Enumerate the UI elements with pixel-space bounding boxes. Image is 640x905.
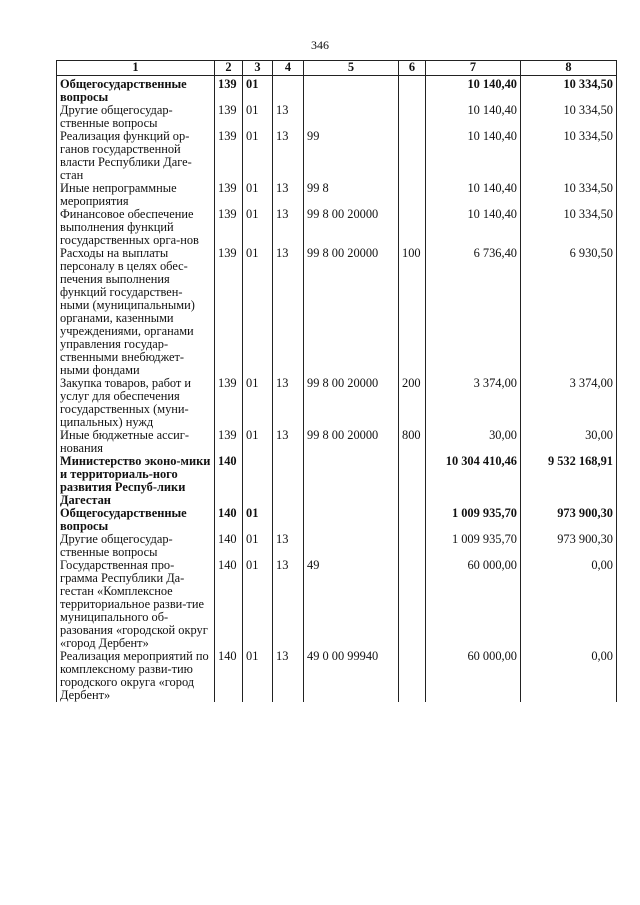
table-row <box>57 104 617 130</box>
row-name-cell: Расходы на выплаты персоналу в целях обес-печения выполнения функций государствен-ными (муниципальными) органами, казенными учреждениями, органами управления государ-ственными внебюджет-ными фондами <box>57 247 215 377</box>
table-row <box>57 455 617 507</box>
expense-type-cell <box>399 130 426 182</box>
row-name-cell: Министерство эконо-мики и территориаль-ного развития Респуб-лики Дагестан <box>57 455 215 507</box>
target-article-cell: 99 <box>304 130 399 182</box>
expense-type-cell: 800 <box>399 429 426 455</box>
ministry-code-cell: 140 <box>215 650 243 702</box>
target-article-cell <box>304 533 399 559</box>
table-row <box>57 377 617 429</box>
subsection-code-cell: 13 <box>273 377 304 429</box>
subsection-code-cell: 13 <box>273 208 304 247</box>
row-name-cell: Реализация мероприятий по комплексному разви-тию городского округа «город Дербент» <box>57 650 215 702</box>
subsection-code-cell: 13 <box>273 429 304 455</box>
ministry-code-cell: 140 <box>215 455 243 507</box>
target-article-cell: 49 <box>304 559 399 650</box>
target-article-cell: 99 8 <box>304 182 399 208</box>
ministry-code-cell: 139 <box>215 208 243 247</box>
ministry-code-cell: 140 <box>215 533 243 559</box>
section-code-cell: 01 <box>243 377 273 429</box>
target-article-cell <box>304 76 399 105</box>
table-row <box>57 559 617 650</box>
row-name-cell: Иные непрограммные мероприятия <box>57 182 215 208</box>
table-row <box>57 208 617 247</box>
target-article-cell: 99 8 00 20000 <box>304 377 399 429</box>
amount-year2-cell: 9 532 168,91 <box>521 455 617 507</box>
amount-year2-cell: 10 334,50 <box>521 104 617 130</box>
section-code-cell: 01 <box>243 429 273 455</box>
budget-table <box>56 60 617 702</box>
amount-year2-cell: 10 334,50 <box>521 76 617 105</box>
expense-type-cell <box>399 455 426 507</box>
expense-type-cell <box>399 208 426 247</box>
column-header: 5 <box>304 61 399 76</box>
amount-year1-cell: 3 374,00 <box>426 377 521 429</box>
subsection-code-cell: 13 <box>273 650 304 702</box>
column-header: 3 <box>243 61 273 76</box>
amount-year2-cell: 973 900,30 <box>521 507 617 533</box>
table-row <box>57 650 617 702</box>
ministry-code-cell: 139 <box>215 130 243 182</box>
expense-type-cell <box>399 650 426 702</box>
expense-type-cell <box>399 182 426 208</box>
section-code-cell: 01 <box>243 182 273 208</box>
subsection-code-cell: 13 <box>273 104 304 130</box>
target-article-cell <box>304 507 399 533</box>
ministry-code-cell: 139 <box>215 377 243 429</box>
expense-type-cell: 200 <box>399 377 426 429</box>
amount-year1-cell: 10 140,40 <box>426 130 521 182</box>
amount-year2-cell: 10 334,50 <box>521 130 617 182</box>
row-name-cell: Иные бюджетные ассиг-нования <box>57 429 215 455</box>
expense-type-cell <box>399 559 426 650</box>
amount-year1-cell: 30,00 <box>426 429 521 455</box>
amount-year1-cell: 10 304 410,46 <box>426 455 521 507</box>
amount-year2-cell: 10 334,50 <box>521 208 617 247</box>
section-code-cell: 01 <box>243 208 273 247</box>
expense-type-cell <box>399 507 426 533</box>
ministry-code-cell: 140 <box>215 559 243 650</box>
amount-year1-cell: 1 009 935,70 <box>426 507 521 533</box>
table-row <box>57 247 617 377</box>
column-header: 4 <box>273 61 304 76</box>
column-header: 2 <box>215 61 243 76</box>
table-row <box>57 182 617 208</box>
section-code-cell <box>243 455 273 507</box>
subsection-code-cell: 13 <box>273 247 304 377</box>
amount-year1-cell: 1 009 935,70 <box>426 533 521 559</box>
expense-type-cell <box>399 533 426 559</box>
section-code-cell: 01 <box>243 130 273 182</box>
target-article-cell: 99 8 00 20000 <box>304 429 399 455</box>
row-name-cell: Другие общегосудар-ственные вопросы <box>57 533 215 559</box>
expense-type-cell: 100 <box>399 247 426 377</box>
amount-year1-cell: 10 140,40 <box>426 208 521 247</box>
row-name-cell: Закупка товаров, работ и услуг для обеспечения государственных (муни-ципальных) нужд <box>57 377 215 429</box>
amount-year2-cell: 6 930,50 <box>521 247 617 377</box>
table-row <box>57 533 617 559</box>
target-article-cell <box>304 455 399 507</box>
section-code-cell: 01 <box>243 650 273 702</box>
amount-year1-cell: 10 140,40 <box>426 76 521 105</box>
subsection-code-cell: 13 <box>273 559 304 650</box>
section-code-cell: 01 <box>243 247 273 377</box>
target-article-cell: 49 0 00 99940 <box>304 650 399 702</box>
table-row <box>57 76 617 105</box>
amount-year2-cell: 3 374,00 <box>521 377 617 429</box>
subsection-code-cell <box>273 455 304 507</box>
amount-year2-cell: 0,00 <box>521 559 617 650</box>
amount-year2-cell: 0,00 <box>521 650 617 702</box>
amount-year2-cell: 973 900,30 <box>521 533 617 559</box>
amount-year1-cell: 6 736,40 <box>426 247 521 377</box>
ministry-code-cell: 139 <box>215 429 243 455</box>
subsection-code-cell: 13 <box>273 182 304 208</box>
subsection-code-cell: 13 <box>273 130 304 182</box>
column-header: 8 <box>521 61 617 76</box>
section-code-cell: 01 <box>243 533 273 559</box>
table-row <box>57 429 617 455</box>
row-name-cell: Реализация функций ор-ганов государственной власти Республики Даге-стан <box>57 130 215 182</box>
ministry-code-cell: 139 <box>215 182 243 208</box>
subsection-code-cell <box>273 507 304 533</box>
target-article-cell: 99 8 00 20000 <box>304 247 399 377</box>
ministry-code-cell: 139 <box>215 247 243 377</box>
table-row <box>57 507 617 533</box>
section-code-cell: 01 <box>243 507 273 533</box>
amount-year1-cell: 10 140,40 <box>426 104 521 130</box>
amount-year1-cell: 60 000,00 <box>426 650 521 702</box>
row-name-cell: Другие общегосудар-ственные вопросы <box>57 104 215 130</box>
amount-year2-cell: 30,00 <box>521 429 617 455</box>
row-name-cell: Общегосударственные вопросы <box>57 76 215 105</box>
amount-year2-cell: 10 334,50 <box>521 182 617 208</box>
page-number: 346 <box>311 38 329 52</box>
row-name-cell: Государственная про-грамма Республики Да-гестан «Комплексное территориальное разви-тие муниципального об-разования «городской округ «город Дербент» <box>57 559 215 650</box>
table-row <box>57 130 617 182</box>
target-article-cell <box>304 104 399 130</box>
ministry-code-cell: 139 <box>215 104 243 130</box>
row-name-cell: Общегосударственные вопросы <box>57 507 215 533</box>
section-code-cell: 01 <box>243 76 273 105</box>
column-header: 7 <box>426 61 521 76</box>
header-row <box>57 61 617 76</box>
ministry-code-cell: 140 <box>215 507 243 533</box>
target-article-cell: 99 8 00 20000 <box>304 208 399 247</box>
expense-type-cell <box>399 76 426 105</box>
amount-year1-cell: 60 000,00 <box>426 559 521 650</box>
expense-type-cell <box>399 104 426 130</box>
subsection-code-cell <box>273 76 304 105</box>
row-name-cell: Финансовое обеспечение выполнения функций государственных орга-нов <box>57 208 215 247</box>
subsection-code-cell: 13 <box>273 533 304 559</box>
column-header: 6 <box>399 61 426 76</box>
ministry-code-cell: 139 <box>215 76 243 105</box>
column-header: 1 <box>57 61 215 76</box>
section-code-cell: 01 <box>243 559 273 650</box>
amount-year1-cell: 10 140,40 <box>426 182 521 208</box>
section-code-cell: 01 <box>243 104 273 130</box>
